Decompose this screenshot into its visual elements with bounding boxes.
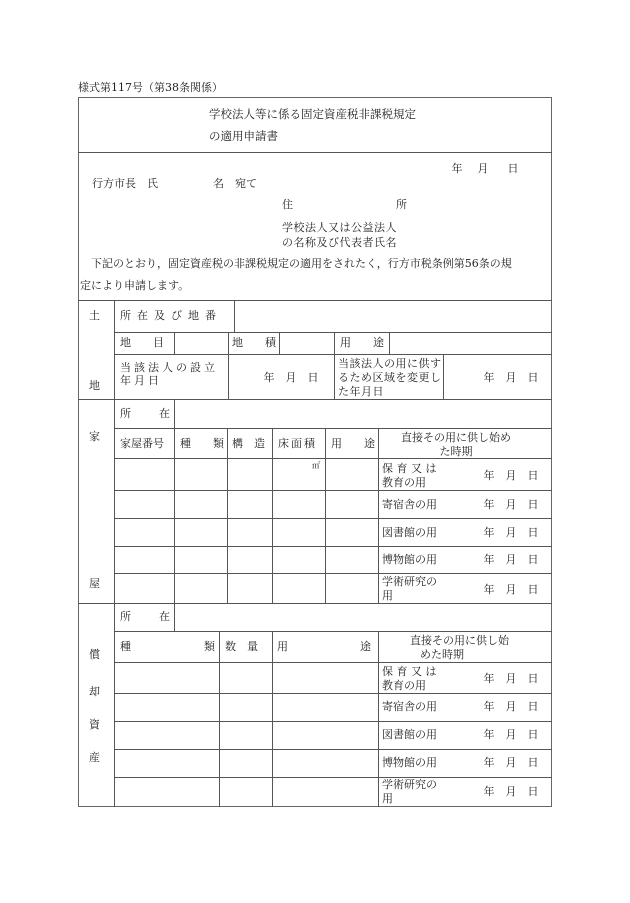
year-label: 年 [483, 785, 495, 798]
day-label: 日 [527, 756, 539, 769]
section-label-column-line [114, 300, 115, 807]
day-label: 日 [527, 526, 539, 539]
divider [279, 332, 280, 354]
use-label: 図書館の用 [382, 526, 437, 539]
depreciable-section-label-1: 償 [89, 648, 100, 661]
divider [443, 354, 444, 399]
statement-line2: 定により申請します。 [80, 279, 190, 292]
land-section-label-top: 土 [89, 309, 100, 322]
divider [114, 458, 552, 459]
divider [272, 428, 273, 603]
use-label-line1: 保 育 又 は [382, 665, 437, 678]
divider [174, 603, 175, 631]
month-label: 月 [505, 553, 517, 566]
day-label: 日 [527, 785, 539, 798]
address-label-start: 住 [282, 198, 293, 211]
use-label-line1: 学術研究の [382, 575, 437, 588]
depreciable-col-use-end: 途 [360, 640, 371, 653]
month-label: 月 [505, 469, 517, 482]
divider [78, 300, 552, 301]
house-col-kind: 種 類 [180, 437, 224, 450]
divider [78, 152, 552, 153]
divider [272, 631, 273, 807]
house-col-structure: 構 造 [232, 437, 265, 450]
year-label: 年 [483, 700, 495, 713]
application-date[interactable] [446, 163, 528, 174]
depreciable-section-label-3: 資 [89, 718, 100, 731]
land-use-label: 用 途 [340, 336, 384, 349]
divider [174, 332, 175, 354]
house-col-use: 用 途 [331, 437, 375, 450]
land-changed-label: 当該法人の用に供するため区域を変更した年月日 [338, 357, 442, 398]
divider [114, 332, 552, 333]
start-date[interactable] [478, 499, 544, 510]
land-established-label: 当該法人の設立年月日 [120, 361, 218, 387]
year-label: 年 [263, 371, 275, 384]
year-label: 年 [483, 526, 495, 539]
address-label-end: 所 [396, 198, 407, 211]
start-date[interactable] [478, 786, 544, 797]
house-location-label: 所 在 [120, 407, 172, 420]
divider [219, 631, 220, 807]
use-label-line1: 保 育 又 は [382, 462, 437, 475]
year-label: 年 [483, 672, 495, 685]
statement-line1: 下記のとおり，固定資産税の非課税規定の適用をされたく，行方市税条例第56条の規 [80, 257, 512, 270]
depreciable-location-label: 所 在 [120, 610, 172, 623]
divider [114, 662, 552, 663]
house-col-floor-area: 床面積 [278, 437, 317, 450]
use-label: 博物館の用 [382, 553, 437, 566]
depreciable-col-start-line1: 直接その用に供し始 [410, 634, 509, 647]
day-label: 日 [307, 371, 319, 384]
year-label: 年 [483, 583, 495, 596]
divider [227, 428, 228, 603]
use-label-line1: 学術研究の [382, 778, 437, 791]
land-use-input[interactable] [391, 334, 549, 352]
floor-area-unit: ㎡ [312, 461, 320, 470]
divider [378, 428, 379, 603]
divider [114, 777, 552, 778]
depreciable-col-kind-start: 種 [120, 640, 131, 653]
divider [114, 518, 552, 519]
month-label: 月 [505, 728, 517, 741]
depreciable-location-input[interactable] [176, 605, 549, 629]
depreciable-col-use-start: 用 [277, 640, 288, 653]
start-date[interactable] [478, 757, 544, 768]
month-label: 月 [285, 371, 297, 384]
day-label: 日 [527, 672, 539, 685]
depreciable-col-kind-end: 類 [204, 640, 215, 653]
form-number: 様式第117号（第38条関係） [78, 81, 223, 94]
day-label: 日 [527, 553, 539, 566]
month-label: 月 [505, 526, 517, 539]
start-date[interactable] [478, 673, 544, 684]
use-label: 図書館の用 [382, 728, 437, 741]
use-label-line2: 教育の用 [382, 476, 426, 489]
use-label-line2: 用 [382, 792, 393, 805]
month-label: 月 [477, 162, 489, 175]
land-established-date[interactable] [258, 372, 324, 383]
day-label: 日 [527, 371, 539, 384]
divider [378, 631, 379, 807]
day-label: 日 [527, 728, 539, 741]
day-label: 日 [527, 498, 539, 511]
divider [114, 721, 552, 722]
addressee: 行方市長 氏 名 宛て [92, 177, 257, 190]
depreciable-col-quantity: 数 量 [225, 640, 258, 653]
start-date[interactable] [478, 584, 544, 595]
year-label: 年 [483, 756, 495, 769]
land-area-label: 地 積 [232, 336, 276, 349]
divider [114, 693, 552, 694]
house-section-label-bottom: 屋 [89, 577, 100, 590]
year-label: 年 [483, 553, 495, 566]
divider [325, 428, 326, 603]
depreciable-section-label-2: 却 [89, 685, 100, 698]
month-label: 月 [505, 583, 517, 596]
year-label: 年 [451, 162, 463, 175]
use-label-line2: 用 [382, 589, 393, 602]
month-label: 月 [505, 785, 517, 798]
month-label: 月 [505, 700, 517, 713]
land-location-label: 所在及び地番 [120, 309, 222, 322]
depreciable-section-label-4: 産 [89, 751, 100, 764]
month-label: 月 [505, 498, 517, 511]
divider [114, 749, 552, 750]
divider [78, 603, 552, 604]
divider [114, 546, 552, 547]
year-label: 年 [483, 498, 495, 511]
land-location-input[interactable] [238, 302, 550, 330]
house-location-input[interactable] [176, 401, 549, 426]
divider [334, 332, 335, 399]
house-col-start-date: 直接その用に供し始め た時期 [401, 431, 511, 458]
depreciable-col-start-line2: めた時期 [420, 648, 464, 661]
applicant-label-line2: の名称及び代表者氏名 [282, 236, 397, 249]
month-label: 月 [505, 672, 517, 685]
year-label: 年 [483, 371, 495, 384]
form-title-line1: 学校法人等に係る固定資産税非課税規定 [209, 107, 416, 121]
divider [114, 354, 552, 355]
use-label: 博物館の用 [382, 756, 437, 769]
divider [234, 300, 235, 332]
day-label: 日 [527, 469, 539, 482]
divider [114, 428, 552, 429]
divider [114, 631, 552, 632]
day-label: 日 [527, 700, 539, 713]
month-label: 月 [505, 371, 517, 384]
year-label: 年 [483, 469, 495, 482]
house-col-number: 家屋番号 [120, 437, 164, 450]
house-section-label-top: 家 [89, 430, 100, 443]
land-changed-date[interactable] [478, 372, 544, 383]
land-category-label: 地 目 [120, 336, 164, 349]
start-date[interactable] [478, 527, 544, 538]
land-area-input[interactable] [281, 334, 331, 352]
year-label: 年 [483, 728, 495, 741]
divider [78, 399, 552, 400]
start-date[interactable] [478, 701, 544, 712]
start-date[interactable] [478, 729, 544, 740]
applicant-label-line1: 学校法人又は公益法人 [282, 221, 397, 234]
day-label: 日 [527, 583, 539, 596]
month-label: 月 [505, 756, 517, 769]
divider [228, 332, 229, 399]
divider [114, 573, 552, 574]
land-section-label-bottom: 地 [89, 379, 100, 392]
divider [114, 490, 552, 491]
use-label-line2: 教育の用 [382, 679, 426, 692]
start-date[interactable] [478, 470, 544, 481]
use-label: 寄宿舎の用 [382, 700, 437, 713]
form-title-line2: の適用申請書 [209, 129, 278, 143]
divider [389, 332, 390, 354]
land-category-input[interactable] [176, 334, 226, 352]
day-label: 日 [507, 162, 519, 175]
use-label: 寄宿舎の用 [382, 498, 437, 511]
start-date[interactable] [478, 554, 544, 565]
